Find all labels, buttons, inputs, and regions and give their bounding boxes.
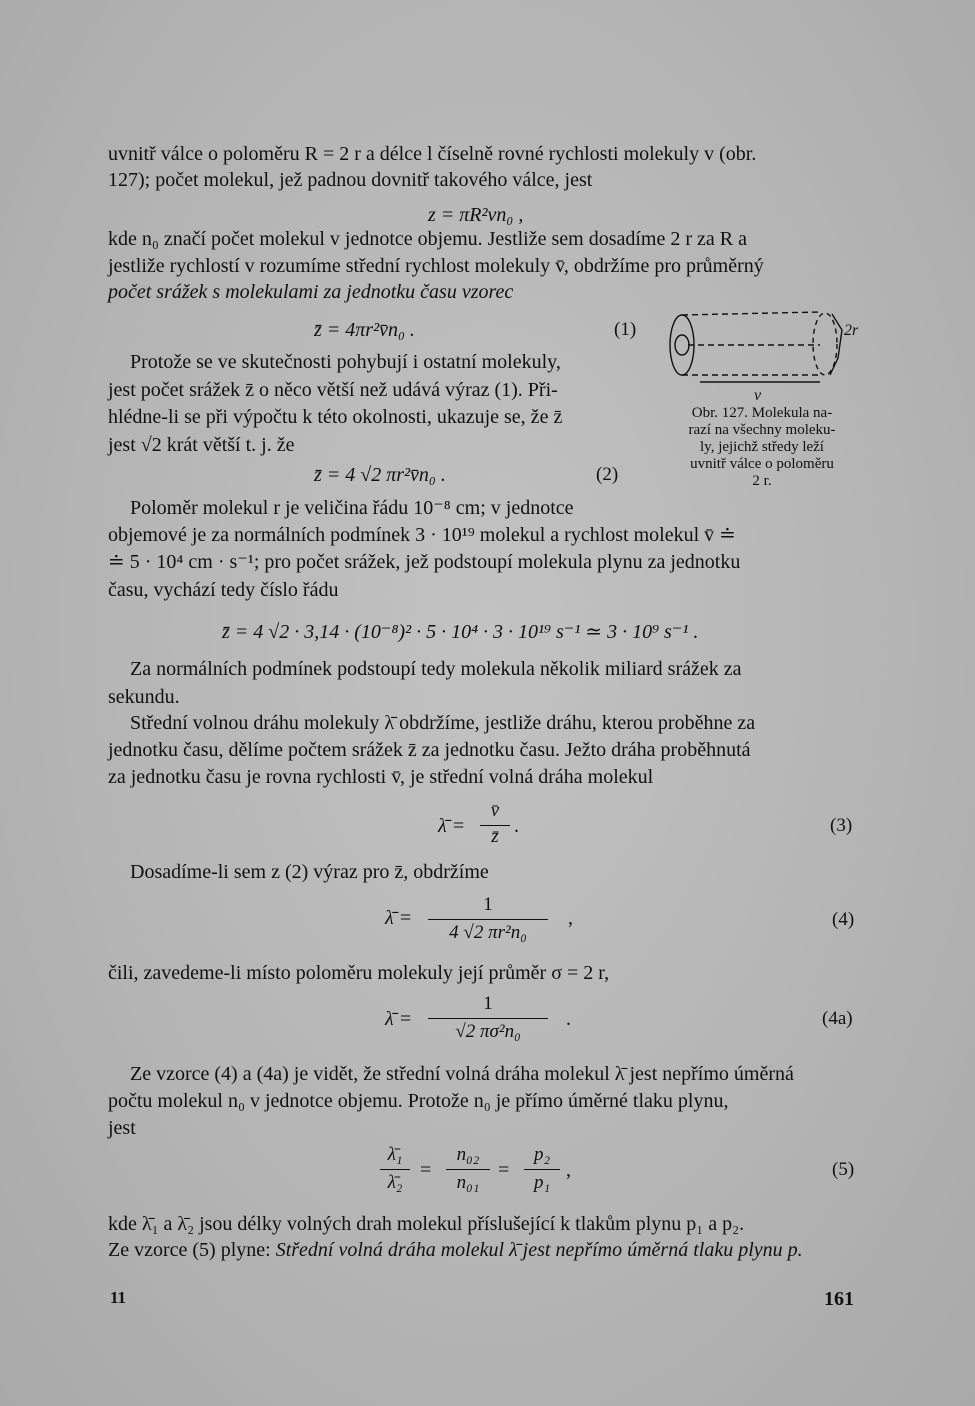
text-line: Poloměr molekul r je veličina řádu 10⁻⁸ cm; v jednotce (130, 497, 574, 519)
text-line (108, 1238, 803, 1262)
text-line: počtu molekul n₀ v jednotce objemu. Protože n₀ je přímo úměrné tlaku plynu, (108, 1090, 729, 1112)
label-v: v (754, 387, 762, 404)
text-line: času, vychází tedy číslo řádu (108, 579, 339, 601)
equation-number: (5) (832, 1159, 855, 1180)
text-line: kde λ̄₁ a λ̄₂ jsou délky volných drah molekul příslušející k tlakům plynu p₁ a p₂. (108, 1213, 745, 1235)
text-line: uvnitř válce o poloměru R = 2 r a délce l číselně rovné rychlosti molekuly v (obr. (108, 143, 757, 165)
text-line: jednotku času, dělíme počtem srážek z̄ za jednotku času. Ježto dráha proběhnutá (108, 739, 751, 761)
equation-2: z̄ = 4 √2 πr²v̄n₀ . (314, 464, 446, 486)
equation-5-denominator-c: p₁ (533, 1172, 551, 1193)
equation-number: (4) (832, 909, 855, 930)
equation-4-lhs: λ̄ = (385, 907, 413, 929)
equation-4a-tail: . (566, 1008, 571, 1030)
text-line: za jednotku času je rovna rychlosti v̄, je střední volná dráha molekul (108, 766, 654, 788)
equation-number: (4a) (822, 1008, 853, 1029)
equation-5-denominator-a: λ̄₂ (387, 1172, 403, 1193)
caption-line: uvnitř válce o poloměru (690, 456, 834, 472)
text-line: hlédne-li se při výpočtu k této okolnosti, ukazuje se, že z̄ (108, 406, 563, 428)
cylinder-top-edge (682, 312, 820, 315)
equation-number: (2) (596, 464, 619, 485)
text-line: jestliže rychlostí v rozumíme střední rychlost molekuly v̄, obdržíme pro průměrný (108, 255, 764, 277)
text-line: Dosadíme-li sem z (2) výraz pro z̄, obdržíme (130, 861, 489, 883)
equation-5-numerator-a: λ̄₁ (387, 1144, 403, 1165)
equation-1: z̄ = 4πr²v̄n₀ . (314, 319, 415, 341)
text-line: Ze vzorce (4) a (4a) je vidět, že střední volná dráha molekul λ̄ jest nepřímo úměrná (130, 1063, 794, 1085)
equation-4-denominator: 4 √2 πr²n₀ (449, 922, 527, 943)
equation-4-tail: , (568, 907, 573, 929)
fraction-bar (428, 1018, 548, 1019)
text-line: jest √2 krát větší t. j. že (108, 434, 295, 456)
text-line: jest počet srážek z̄ o něco větší než udává výraz (1). Při- (108, 379, 558, 401)
equals-sign: = (420, 1159, 432, 1181)
equation-4a-denominator: √2 πσ²n₀ (455, 1021, 521, 1042)
diameter-marker (830, 314, 842, 375)
equals-sign: = (498, 1159, 510, 1181)
equation-4-numerator: 1 (483, 894, 493, 915)
signature-mark: 11 (110, 1288, 127, 1307)
equation-3-numerator: v̄ (490, 800, 500, 821)
cylinder-figure (660, 300, 880, 410)
caption-line: razí na všechny moleku- (688, 422, 836, 438)
equation-4a-lhs: λ̄ = (385, 1008, 413, 1030)
conclusion-text: Střední volná dráha molekul λ̄ jest nepřímo úměrná tlaku plynu p. (275, 1239, 803, 1261)
text-line: počet srážek s molekulami za jednotku času vzorec (108, 281, 514, 303)
equation-3-lhs: λ̄ = (438, 815, 466, 837)
text-line: objemové je za normálních podmínek 3 · 10¹⁹ molekul a rychlost molekul v̄ ≐ (108, 524, 736, 546)
equation-number: (1) (614, 319, 637, 340)
equation-4a-numerator: 1 (483, 993, 493, 1014)
text-line: ≐ 5 · 10⁴ cm · s⁻¹; pro počet srážek, jež podstoupí molekula plynu za jednotku (108, 551, 741, 573)
text-line: kde n₀ značí počet molekul v jednotce objemu. Jestliže sem dosadíme 2 r za R a (108, 228, 747, 250)
equation-numeric: z̄ = 4 √2 · 3,14 · (10⁻⁸)² · 5 · 10⁴ · 3 · 10¹⁹ s⁻¹ ≃ 3 · 10⁹ s⁻¹ . (222, 621, 699, 643)
text-line: Střední volnou dráhu molekuly λ̄ obdržíme, jestliže dráhu, kterou proběhne za (130, 712, 756, 734)
page-number: 161 (824, 1288, 854, 1310)
molecule-circle (675, 335, 689, 355)
caption-line: 2 r. (752, 473, 772, 489)
caption-line: Obr. 127. Molekula na- (691, 405, 833, 421)
equation-5-numerator-b: n₀₂ (456, 1144, 480, 1165)
equation-5-numerator-c: p₂ (533, 1144, 551, 1165)
text-line: 127); počet molekul, jež padnou dovnitř takového válce, jest (108, 169, 593, 191)
text-line: jest (108, 1117, 136, 1139)
text-line: Za normálních podmínek podstoupí tedy molekula několik miliard srážek za (130, 658, 742, 680)
fraction-bar (524, 1169, 560, 1170)
equation-3-denominator: z̄ (491, 826, 499, 847)
text-line: sekundu. (108, 686, 180, 708)
fraction-bar (428, 919, 548, 920)
caption-line: ly, jejichž středy leží (700, 439, 824, 455)
equation-number: (3) (830, 815, 853, 836)
equation-z: z = πR²vn₀ , (428, 204, 524, 226)
equation-3-tail: . (514, 815, 519, 837)
cylinder-end-ellipse (813, 313, 837, 375)
equation-5-tail: , (566, 1159, 571, 1181)
fraction-bar (446, 1169, 490, 1170)
equation-5-denominator-b: n₀₁ (456, 1172, 480, 1193)
fraction-bar (380, 1169, 410, 1170)
text-line-start: Ze vzorce (5) plyne: (108, 1239, 276, 1261)
text-line: Protože se ve skutečnosti pohybují i ostatní molekuly, (130, 351, 561, 373)
label-2r: 2r (844, 322, 859, 339)
figure-caption (662, 405, 862, 490)
text-line: čili, zavedeme-li místo poloměru molekuly její průměr σ = 2 r, (108, 962, 610, 984)
